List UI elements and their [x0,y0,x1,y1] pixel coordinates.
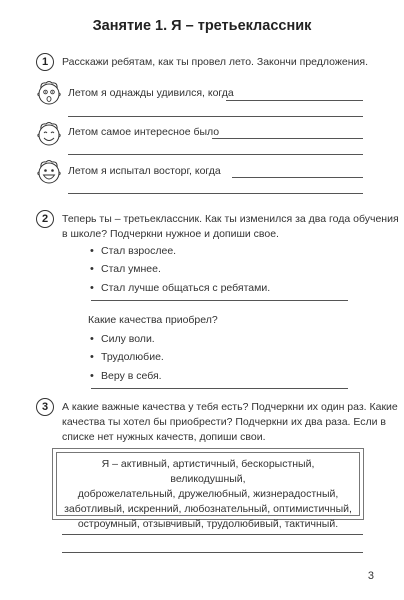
answer-line[interactable] [212,138,363,139]
task-number-1: 1 [36,53,54,71]
task-number-2: 2 [36,210,54,228]
task2-instruction-line-2: в школе? Подчеркни нужное и допиши свое. [62,228,279,240]
answer-line[interactable] [91,300,348,301]
qualities-line-2[interactable]: доброжелательный, дружелюбный, жизнерадостный, [77,488,339,500]
task1-sentence-2: Летом самое интересное было [68,126,220,138]
change-option[interactable]: • Стал умнее. [101,262,161,276]
qualities-list [56,452,360,530]
answer-line[interactable] [232,177,363,178]
change-option[interactable]: • Стал взрослее. [101,244,176,258]
answer-line[interactable] [68,116,363,117]
task2-instruction-line-1: Теперь ты – третьеклассник. Как ты изменился за два года обучения [62,213,399,225]
change-option[interactable]: • Стал лучше общаться с ребятами. [101,281,270,295]
answer-line[interactable] [68,193,363,194]
answer-line[interactable] [68,154,363,155]
task1-sentence-3: Летом я испытал восторг, когда [68,165,221,177]
quality-option[interactable]: • Веру в себя. [101,369,162,383]
page-number: 3 [367,570,374,582]
answer-line[interactable] [91,388,348,389]
surprised-face-icon [36,80,62,106]
qualities-line-1[interactable]: Я – активный, артистичный, бескорыстный, великодушный, [101,458,315,485]
qualities-box [52,448,364,530]
answer-line[interactable] [62,552,363,553]
task1-instruction: Расскажи ребятам, как ты провел лето. Закончи предложения. [62,56,369,68]
qualities-line-4[interactable]: остроумный, отзывчивый, трудолюбивый, тактичный. [77,518,339,530]
task1-sentence-1: Летом я однажды удивился, когда [68,87,234,99]
task3-instruction-line-1: А какие важные качества у тебя есть? Подчеркни их один раз. Какие [62,401,398,413]
qualities-question: Какие качества приобрел? [88,314,218,326]
answer-line[interactable] [226,100,363,101]
quality-option[interactable]: • Силу воли. [101,332,155,346]
quality-option[interactable]: • Трудолюбие. [101,350,164,364]
happy-face-icon [36,121,62,147]
delighted-face-icon [36,159,62,185]
task3-instruction-line-2: качества ты хотел бы приобрести? Подчеркни их два раза. Если в [62,416,386,428]
task3-instruction-line-3: списке нет нужных качеств, допиши свои. [62,431,266,443]
answer-line[interactable] [62,534,363,535]
page-title: Занятие 1. Я – третьеклассник [92,18,312,34]
qualities-line-3[interactable]: заботливый, искренний, любознательный, оптимистичный, [64,503,352,515]
task-number-3: 3 [36,398,54,416]
